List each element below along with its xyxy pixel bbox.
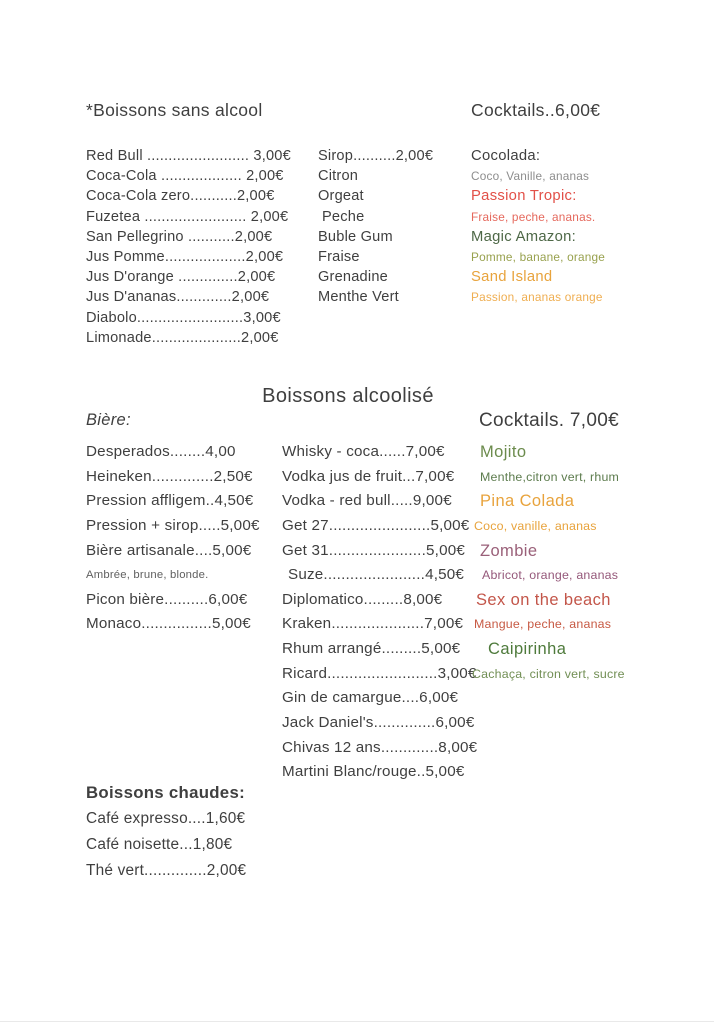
cocktail-name: Magic Amazon: — [471, 228, 577, 245]
beer-note: Ambrée, brune, blonde. — [86, 569, 209, 582]
menu-item: Jack Daniel's..............6,00€ — [282, 714, 475, 732]
hot-drinks-heading: Boissons chaudes: — [86, 783, 245, 802]
menu-item: Fuzetea ........................ 2,00€ — [86, 208, 289, 225]
menu-item: Kraken.....................7,00€ — [282, 615, 464, 633]
menu-item: Fraise — [318, 248, 360, 265]
menu-item: Peche — [322, 208, 365, 225]
page-bottom-divider — [0, 1021, 714, 1022]
cocktail-ingredients: Menthe,citron vert, rhum — [480, 469, 620, 484]
menu-item: Orgeat — [318, 188, 364, 205]
menu-item: Menthe Vert — [318, 289, 399, 306]
menu-item: Limonade.....................2,00€ — [86, 329, 279, 346]
menu-item: Citron — [318, 168, 359, 185]
sirop-list — [318, 146, 433, 308]
cocktail-name: Caipirinha — [488, 640, 567, 659]
cocktails-7-list — [472, 440, 625, 686]
menu-item: Red Bull ........................ 3,00€ — [86, 148, 291, 164]
menu-item: Bière artisanale....5,00€ — [86, 541, 252, 559]
menu-item: Coca-Cola ................... 2,00€ — [86, 168, 284, 185]
menu-item: Picon bière..........6,00€ — [86, 590, 248, 608]
cocktail-ingredients: Abricot, orange, ananas — [482, 568, 619, 583]
menu-item: Pression affligem..4,50€ — [86, 492, 254, 510]
cocktail-name: Pina Colada — [480, 492, 575, 511]
cocktail-name: Sand Island — [471, 269, 553, 286]
cocktails-6-list — [471, 146, 605, 308]
menu-item: Café expresso....1,60€ — [86, 810, 246, 827]
cocktail-ingredients: Fraise, peche, ananas. — [471, 209, 596, 224]
menu-item: Café noisette...1,80€ — [86, 836, 233, 853]
menu-item: Coca-Cola zero...........2,00€ — [86, 188, 275, 205]
cocktail-ingredients: Cachaça, citron vert, sucre — [472, 666, 625, 681]
menu-item: Rhum arrangé.........5,00€ — [282, 640, 461, 658]
menu-item: Jus Pomme...................2,00€ — [86, 248, 284, 265]
cocktail-ingredients: Pomme, banane, orange — [471, 249, 606, 264]
hot-drinks-list — [86, 806, 246, 884]
menu-item: Gin de camargue....6,00€ — [282, 689, 459, 707]
cocktail-ingredients: Mangue, peche, ananas — [474, 617, 612, 632]
soft-drinks-heading: *Boissons sans alcool — [86, 100, 263, 120]
menu-item: Ricard.........................3,00€ — [282, 664, 477, 682]
menu-item: Get 31......................5,00€ — [282, 541, 466, 559]
cocktails-6-heading: Cocktails..6,00€ — [471, 100, 601, 120]
menu-item: Vodka - red bull.....9,00€ — [282, 492, 452, 510]
menu-item: Heineken..............2,50€ — [86, 467, 253, 485]
menu-item: Get 27.......................5,00€ — [282, 516, 470, 534]
menu-item: Suze.......................4,50€ — [288, 566, 465, 584]
menu-item: Diabolo.........................3,00€ — [86, 309, 281, 326]
menu-item: San Pellegrino ...........2,00€ — [86, 228, 273, 245]
beer-heading: Bière: — [86, 411, 131, 429]
cocktail-ingredients: Passion, ananas orange — [471, 290, 603, 305]
beer-list — [86, 440, 260, 637]
menu-item: Grenadine — [318, 269, 388, 286]
menu-item: Diplomatico.........8,00€ — [282, 590, 443, 608]
menu-item: Monaco................5,00€ — [86, 615, 251, 633]
menu-item: Sirop..........2,00€ — [318, 148, 434, 164]
menu-item: Chivas 12 ans.............8,00€ — [282, 738, 478, 756]
menu-item: Whisky - coca......7,00€ — [282, 443, 445, 460]
spirits-list — [282, 440, 477, 785]
cocktail-name: Sex on the beach — [476, 590, 611, 609]
menu-item: Thé vert..............2,00€ — [86, 862, 247, 879]
cocktails-7-heading: Cocktails. 7,00€ — [479, 410, 619, 431]
menu-item: Jus D'ananas.............2,00€ — [86, 289, 270, 306]
menu-item: Buble Gum — [318, 228, 393, 245]
cocktail-name: Passion Tropic: — [471, 188, 577, 205]
cocktail-name: Cocolada: — [471, 148, 541, 164]
menu-item: Pression + sirop.....5,00€ — [86, 516, 260, 534]
cocktail-ingredients: Coco, Vanille, ananas — [471, 169, 590, 184]
menu-item: Desperados........4,00 — [86, 443, 236, 460]
cocktail-name: Zombie — [480, 541, 538, 560]
cocktail-name: Mojito — [480, 443, 527, 461]
cocktail-ingredients: Coco, vanille, ananas — [474, 518, 597, 533]
alcohol-section-heading: Boissons alcoolisé — [262, 385, 434, 407]
soft-drinks-list — [86, 146, 291, 348]
menu-item: Vodka jus de fruit...7,00€ — [282, 467, 455, 485]
menu-item: Martini Blanc/rouge..5,00€ — [282, 763, 465, 781]
menu-item: Jus D'orange ..............2,00€ — [86, 269, 276, 286]
